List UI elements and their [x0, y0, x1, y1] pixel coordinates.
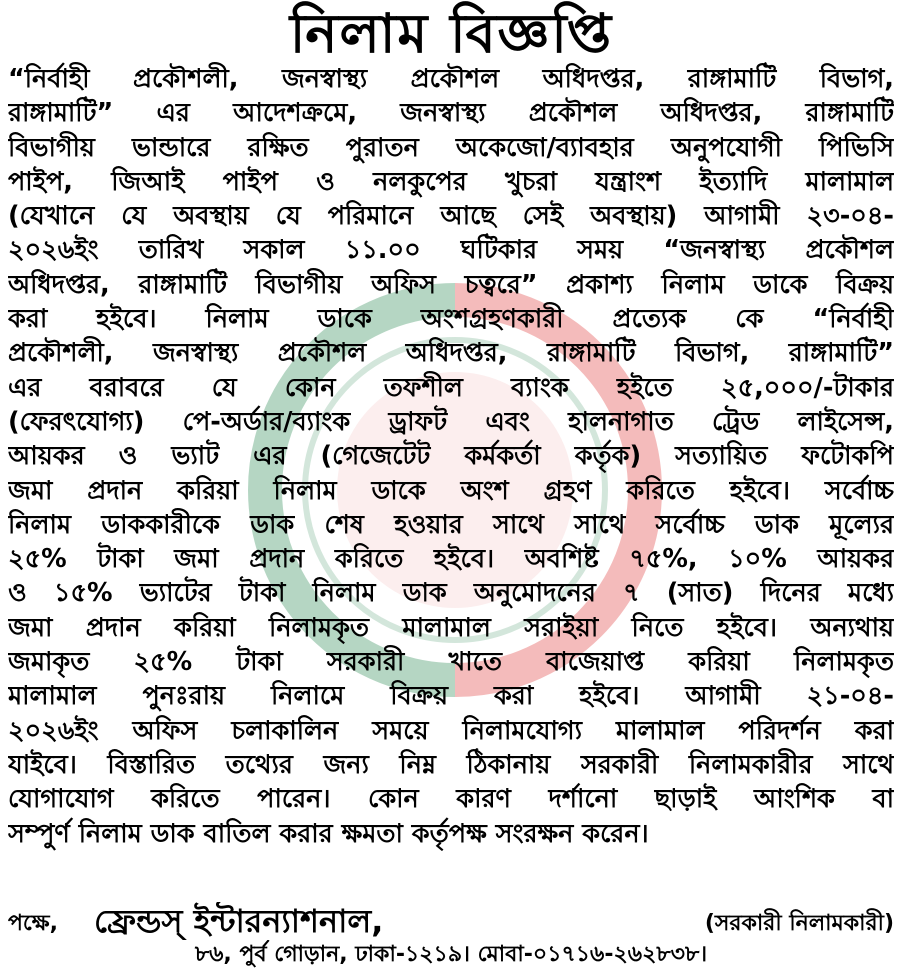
body-line: ২০২৬ইং তারিখ সকাল ১১.০০ ঘটিকার সময় “জনস্বাস্থ্য প্রকৌশল	[8, 235, 894, 266]
body-line: ২৫% টাকা জমা প্রদান করিতে হইবে। অবশিষ্ট ৭৫%, ১০% আয়কর	[8, 544, 894, 575]
body-line: “নির্বাহী প্রকৌশলী, জনস্বাস্থ্য প্রকৌশল অধিদপ্তর, রাঙ্গামাটি বিভাগ,	[8, 64, 894, 94]
body-line: করা হইবে। নিলাম ডাকে অংশগ্রহণকারী প্রত্যেক কে “নির্বাহী	[8, 304, 894, 335]
body-line: বিভাগীয় ভান্ডারে রক্ষিত পুরাতন অকেজো/ব্যাবহার অনুপযোগী পিভিসি	[8, 132, 894, 163]
body-line: যাইবে। বিস্তারিত তথ্যের জন্য নিম্ন ঠিকানায় সরকারী নিলামকারীর সাথে	[8, 749, 894, 780]
body-line: ২০২৬ইং অফিস চলাকালিন সময়ে নিলামযোগ্য মালামাল পরিদর্শন করা	[8, 715, 894, 746]
body-line: অধিদপ্তর, রাঙ্গামাটি বিভাগীয় অফিস চত্বরে” প্রকাশ্য নিলাম ডাকে বিক্রয়	[8, 269, 894, 300]
company-name: ফ্রেন্ডস্‌ ইন্টারন্যাশনাল,	[94, 902, 384, 940]
body-line: পাইপ, জিআই পাইপ ও নলকুপের খুচরা যন্ত্রাংশ ইত্যাদি মালামাল	[8, 166, 894, 197]
body-line: জমা প্রদান করিয়া নিলাম ডাকে অংশ গ্রহণ করিতে হইবে। সর্বোচ্চ	[8, 475, 894, 506]
on-behalf-label: পক্ষে,	[8, 911, 58, 936]
body-line: নিলাম ডাককারীকে ডাক শেষ হওয়ার সাথে সাথে সর্বোচ্চ ডাক মূল্যের	[8, 509, 894, 540]
body-line: যোগাযোগ করিতে পারেন। কোন কারণ দর্শানো ছাড়াই আংশিক বা	[8, 784, 894, 815]
body-line: জমাকৃত ২৫% টাকা সরকারী খাতে বাজেয়াপ্ত করিয়া নিলামকৃত	[8, 647, 894, 678]
address-contact-line: ৮৬, পুর্ব গোড়ান, ঢাকা-১২১৯। মোবা-০১৭১৬-২৬২৮৩৮।	[194, 942, 708, 967]
notice-title: নিলাম বিজ্ঞপ্তি	[289, 2, 614, 65]
body-line: (যেখানে যে অবস্থায় যে পরিমানে আছে সেই অবস্থায়) আগামী ২৩-০৪-	[8, 201, 894, 232]
signature-line	[8, 902, 894, 940]
body-line: মালামাল পুনঃরায় নিলামে বিক্রয় করা হইবে। আগামী ২১-০৪-	[8, 681, 894, 712]
body-line: এর বরাবরে যে কোন তফশীল ব্যাংক হইতে ২৫,০০০/-টাকার	[8, 372, 894, 403]
body-line: রাঙ্গামাটি” এর আদেশক্রমে, জনস্বাস্থ্য প্রকৌশল অধিদপ্তর, রাঙ্গামাটি	[8, 98, 894, 129]
body-line: আয়কর ও ভ্যাট এর (গেজেটেট কর্মকর্তা কর্তৃক) সত্যায়িত ফটোকপি	[8, 441, 894, 472]
body-line: জমা প্রদান করিয়া নিলামকৃত মালামাল সরাইয়া নিতে হইবে। অন্যথায়	[8, 612, 894, 643]
body-line: প্রকৌশলী, জনস্বাস্থ্য প্রকৌশল অধিদপ্তর, রাঙ্গামাটি বিভাগ, রাঙ্গামাটি”	[8, 338, 894, 369]
body-line: সম্পুর্ণ নিলাম ডাক বাতিল করার ক্ষমতা কর্তৃপক্ষ সংরক্ষন করেন।	[8, 818, 649, 849]
auctioneer-role: (সরকারী নিলামকারী)	[704, 911, 894, 936]
notice-body	[8, 62, 894, 851]
body-line: (ফেরৎযোগ্য) পে-অর্ডার/ব্যাংক ড্রাফট এবং হালনাগাত ট্রেড লাইসেন্স,	[8, 406, 894, 437]
body-line: ও ১৫% ভ্যাটের টাকা নিলাম ডাক অনুমোদনের ৭ (সাত) দিনের মধ্যে	[8, 578, 894, 609]
